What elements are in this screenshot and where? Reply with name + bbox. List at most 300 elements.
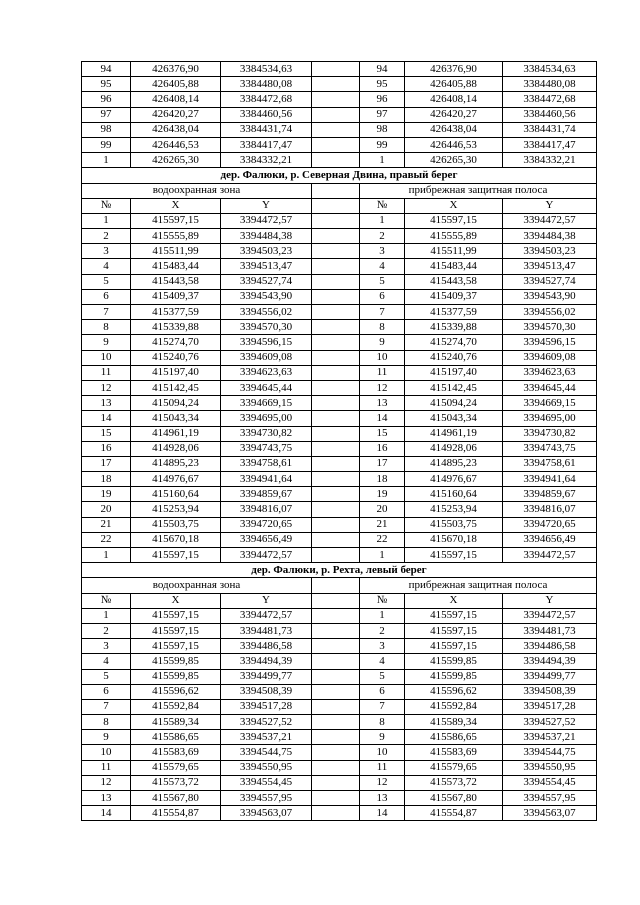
point-number-cell: 4 bbox=[82, 259, 131, 274]
point-number-cell: 8 bbox=[82, 715, 131, 730]
point-number-cell: 12 bbox=[82, 380, 131, 395]
y-coordinate-cell: 3394472,57 bbox=[221, 213, 312, 228]
point-number-cell: 10 bbox=[360, 350, 405, 365]
column-separator bbox=[312, 487, 360, 502]
y-coordinate-cell: 3394550,95 bbox=[221, 760, 312, 775]
y-coordinate-cell: 3394554,45 bbox=[503, 775, 597, 790]
x-coordinate-cell: 415670,18 bbox=[405, 532, 503, 547]
point-number-cell: 7 bbox=[82, 305, 131, 320]
coordinates-table bbox=[81, 61, 597, 821]
column-separator bbox=[312, 350, 360, 365]
column-separator bbox=[312, 684, 360, 699]
x-coordinate-cell: 414928,06 bbox=[131, 441, 221, 456]
x-coordinate-cell: 426420,27 bbox=[405, 107, 503, 122]
point-number-cell: 9 bbox=[82, 730, 131, 745]
point-number-cell: 19 bbox=[360, 487, 405, 502]
y-coordinate-cell: 3394513,47 bbox=[221, 259, 312, 274]
x-coordinate-cell: 415589,34 bbox=[405, 715, 503, 730]
x-coordinate-cell: 415597,15 bbox=[405, 639, 503, 654]
point-number-cell: 2 bbox=[360, 623, 405, 638]
y-coordinate-cell: 3394556,02 bbox=[221, 305, 312, 320]
x-coordinate-cell: 415160,64 bbox=[131, 487, 221, 502]
y-coordinate-cell: 3394758,61 bbox=[221, 456, 312, 471]
x-coordinate-cell: 415443,58 bbox=[131, 274, 221, 289]
column-header: Y bbox=[503, 198, 597, 213]
point-number-cell: 7 bbox=[360, 699, 405, 714]
x-coordinate-cell: 415573,72 bbox=[131, 775, 221, 790]
y-coordinate-cell: 3394527,52 bbox=[503, 715, 597, 730]
point-number-cell: 1 bbox=[360, 608, 405, 623]
x-coordinate-cell: 415586,65 bbox=[131, 730, 221, 745]
section-title: дер. Фалюки, р. Северная Двина, правый берег bbox=[82, 168, 597, 183]
point-number-cell: 12 bbox=[82, 775, 131, 790]
table-row bbox=[82, 654, 597, 669]
table-row bbox=[82, 684, 597, 699]
x-coordinate-cell: 415599,85 bbox=[405, 669, 503, 684]
table-row bbox=[82, 426, 597, 441]
y-coordinate-cell: 3394481,73 bbox=[503, 623, 597, 638]
table-row bbox=[82, 92, 597, 107]
zone-subtitle-row bbox=[82, 578, 597, 593]
column-separator bbox=[312, 608, 360, 623]
x-coordinate-cell: 415592,84 bbox=[405, 699, 503, 714]
x-coordinate-cell: 415586,65 bbox=[405, 730, 503, 745]
table-row bbox=[82, 730, 597, 745]
column-header: X bbox=[131, 593, 221, 608]
column-header: X bbox=[405, 593, 503, 608]
point-number-cell: 1 bbox=[360, 213, 405, 228]
column-separator bbox=[312, 289, 360, 304]
y-coordinate-cell: 3394695,00 bbox=[503, 411, 597, 426]
column-separator bbox=[312, 365, 360, 380]
x-coordinate-cell: 426420,27 bbox=[131, 107, 221, 122]
point-number-cell: 20 bbox=[82, 502, 131, 517]
x-coordinate-cell: 415483,44 bbox=[131, 259, 221, 274]
table-row bbox=[82, 502, 597, 517]
y-coordinate-cell: 3394486,58 bbox=[503, 639, 597, 654]
x-coordinate-cell: 415409,37 bbox=[405, 289, 503, 304]
section-title-row bbox=[82, 168, 597, 183]
y-coordinate-cell: 3394527,52 bbox=[221, 715, 312, 730]
x-coordinate-cell: 415589,34 bbox=[131, 715, 221, 730]
y-coordinate-cell: 3394720,65 bbox=[221, 517, 312, 532]
y-coordinate-cell: 3394730,82 bbox=[503, 426, 597, 441]
x-coordinate-cell: 415240,76 bbox=[131, 350, 221, 365]
table-row bbox=[82, 548, 597, 563]
table-row bbox=[82, 122, 597, 137]
point-number-cell: 4 bbox=[360, 654, 405, 669]
point-number-cell: 14 bbox=[360, 806, 405, 821]
y-coordinate-cell: 3394656,49 bbox=[503, 532, 597, 547]
point-number-cell: 17 bbox=[82, 456, 131, 471]
column-separator bbox=[312, 62, 360, 77]
y-coordinate-cell: 3394669,15 bbox=[221, 396, 312, 411]
y-coordinate-cell: 3394513,47 bbox=[503, 259, 597, 274]
table-row bbox=[82, 760, 597, 775]
x-coordinate-cell: 415597,15 bbox=[405, 213, 503, 228]
point-number-cell: 1 bbox=[360, 153, 405, 168]
y-coordinate-cell: 3384332,21 bbox=[221, 153, 312, 168]
column-separator bbox=[312, 548, 360, 563]
column-separator bbox=[312, 198, 360, 213]
y-coordinate-cell: 3394645,44 bbox=[221, 380, 312, 395]
table-row bbox=[82, 441, 597, 456]
x-coordinate-cell: 415599,85 bbox=[131, 669, 221, 684]
y-coordinate-cell: 3384472,68 bbox=[221, 92, 312, 107]
y-coordinate-cell: 3394609,08 bbox=[221, 350, 312, 365]
point-number-cell: 4 bbox=[82, 654, 131, 669]
y-coordinate-cell: 3394609,08 bbox=[503, 350, 597, 365]
x-coordinate-cell: 426446,53 bbox=[405, 137, 503, 152]
point-number-cell: 8 bbox=[360, 320, 405, 335]
point-number-cell: 9 bbox=[82, 335, 131, 350]
x-coordinate-cell: 415597,15 bbox=[405, 608, 503, 623]
x-coordinate-cell: 426408,14 bbox=[131, 92, 221, 107]
point-number-cell: 8 bbox=[360, 715, 405, 730]
y-coordinate-cell: 3394484,38 bbox=[221, 229, 312, 244]
point-number-cell: 14 bbox=[82, 806, 131, 821]
x-coordinate-cell: 415274,70 bbox=[405, 335, 503, 350]
table-row bbox=[82, 623, 597, 638]
x-coordinate-cell: 414928,06 bbox=[405, 441, 503, 456]
point-number-cell: 3 bbox=[82, 244, 131, 259]
x-coordinate-cell: 415503,75 bbox=[405, 517, 503, 532]
column-separator bbox=[312, 183, 360, 198]
y-coordinate-cell: 3394544,75 bbox=[221, 745, 312, 760]
column-header: № bbox=[82, 198, 131, 213]
point-number-cell: 22 bbox=[82, 532, 131, 547]
x-coordinate-cell: 415554,87 bbox=[131, 806, 221, 821]
x-coordinate-cell: 415409,37 bbox=[131, 289, 221, 304]
column-separator bbox=[312, 502, 360, 517]
x-coordinate-cell: 415253,94 bbox=[131, 502, 221, 517]
column-separator bbox=[312, 623, 360, 638]
x-coordinate-cell: 415142,45 bbox=[131, 380, 221, 395]
x-coordinate-cell: 415160,64 bbox=[405, 487, 503, 502]
column-separator bbox=[312, 745, 360, 760]
point-number-cell: 7 bbox=[82, 699, 131, 714]
column-header: X bbox=[131, 198, 221, 213]
column-header-row bbox=[82, 198, 597, 213]
y-coordinate-cell: 3394499,77 bbox=[221, 669, 312, 684]
y-coordinate-cell: 3394743,75 bbox=[503, 441, 597, 456]
y-coordinate-cell: 3394570,30 bbox=[503, 320, 597, 335]
point-number-cell: 2 bbox=[82, 623, 131, 638]
column-header: Y bbox=[503, 593, 597, 608]
y-coordinate-cell: 3394527,74 bbox=[221, 274, 312, 289]
point-number-cell: 6 bbox=[360, 289, 405, 304]
y-coordinate-cell: 3394503,23 bbox=[221, 244, 312, 259]
column-separator bbox=[312, 441, 360, 456]
column-separator bbox=[312, 153, 360, 168]
x-coordinate-cell: 415567,80 bbox=[405, 791, 503, 806]
x-coordinate-cell: 415670,18 bbox=[131, 532, 221, 547]
point-number-cell: 13 bbox=[360, 791, 405, 806]
point-number-cell: 1 bbox=[82, 153, 131, 168]
x-coordinate-cell: 415094,24 bbox=[131, 396, 221, 411]
table-row bbox=[82, 137, 597, 152]
column-separator bbox=[312, 411, 360, 426]
y-coordinate-cell: 3394563,07 bbox=[503, 806, 597, 821]
table-row bbox=[82, 517, 597, 532]
x-coordinate-cell: 415339,88 bbox=[405, 320, 503, 335]
y-coordinate-cell: 3394816,07 bbox=[503, 502, 597, 517]
x-coordinate-cell: 415579,65 bbox=[405, 760, 503, 775]
y-coordinate-cell: 3394508,39 bbox=[221, 684, 312, 699]
y-coordinate-cell: 3394859,67 bbox=[221, 487, 312, 502]
x-coordinate-cell: 415274,70 bbox=[131, 335, 221, 350]
y-coordinate-cell: 3394543,90 bbox=[221, 289, 312, 304]
table-row bbox=[82, 715, 597, 730]
point-number-cell: 6 bbox=[82, 684, 131, 699]
point-number-cell: 99 bbox=[82, 137, 131, 152]
point-number-cell: 12 bbox=[360, 775, 405, 790]
x-coordinate-cell: 415597,15 bbox=[131, 548, 221, 563]
table-row bbox=[82, 411, 597, 426]
column-separator bbox=[312, 305, 360, 320]
y-coordinate-cell: 3394596,15 bbox=[221, 335, 312, 350]
y-coordinate-cell: 3394570,30 bbox=[221, 320, 312, 335]
x-coordinate-cell: 415583,69 bbox=[131, 745, 221, 760]
x-coordinate-cell: 414895,23 bbox=[131, 456, 221, 471]
column-header: Y bbox=[221, 198, 312, 213]
x-coordinate-cell: 415339,88 bbox=[131, 320, 221, 335]
column-separator bbox=[312, 335, 360, 350]
point-number-cell: 10 bbox=[82, 745, 131, 760]
table-row bbox=[82, 289, 597, 304]
point-number-cell: 1 bbox=[360, 548, 405, 563]
x-coordinate-cell: 426405,88 bbox=[131, 77, 221, 92]
point-number-cell: 1 bbox=[82, 608, 131, 623]
point-number-cell: 13 bbox=[82, 791, 131, 806]
column-separator bbox=[312, 77, 360, 92]
x-coordinate-cell: 415555,89 bbox=[131, 229, 221, 244]
point-number-cell: 5 bbox=[360, 274, 405, 289]
point-number-cell: 2 bbox=[82, 229, 131, 244]
y-coordinate-cell: 3394554,45 bbox=[221, 775, 312, 790]
y-coordinate-cell: 3394743,75 bbox=[221, 441, 312, 456]
y-coordinate-cell: 3394517,28 bbox=[221, 699, 312, 714]
y-coordinate-cell: 3394499,77 bbox=[503, 669, 597, 684]
column-separator bbox=[312, 472, 360, 487]
point-number-cell: 14 bbox=[360, 411, 405, 426]
y-coordinate-cell: 3384480,08 bbox=[503, 77, 597, 92]
point-number-cell: 96 bbox=[360, 92, 405, 107]
x-coordinate-cell: 426376,90 bbox=[131, 62, 221, 77]
coastal-protective-strip-label: прибрежная защитная полоса bbox=[360, 578, 597, 593]
point-number-cell: 3 bbox=[82, 639, 131, 654]
point-number-cell: 11 bbox=[360, 760, 405, 775]
y-coordinate-cell: 3394544,75 bbox=[503, 745, 597, 760]
y-coordinate-cell: 3394645,44 bbox=[503, 380, 597, 395]
point-number-cell: 98 bbox=[360, 122, 405, 137]
column-separator bbox=[312, 320, 360, 335]
table-row bbox=[82, 699, 597, 714]
column-separator bbox=[312, 456, 360, 471]
point-number-cell: 11 bbox=[82, 365, 131, 380]
x-coordinate-cell: 415597,15 bbox=[405, 623, 503, 638]
point-number-cell: 10 bbox=[360, 745, 405, 760]
y-coordinate-cell: 3394941,64 bbox=[221, 472, 312, 487]
y-coordinate-cell: 3394543,90 bbox=[503, 289, 597, 304]
table-row bbox=[82, 472, 597, 487]
y-coordinate-cell: 3394720,65 bbox=[503, 517, 597, 532]
y-coordinate-cell: 3394486,58 bbox=[221, 639, 312, 654]
x-coordinate-cell: 415599,85 bbox=[131, 654, 221, 669]
x-coordinate-cell: 415597,15 bbox=[405, 548, 503, 563]
y-coordinate-cell: 3394517,28 bbox=[503, 699, 597, 714]
x-coordinate-cell: 415599,85 bbox=[405, 654, 503, 669]
column-separator bbox=[312, 213, 360, 228]
table-row bbox=[82, 365, 597, 380]
point-number-cell: 1 bbox=[82, 213, 131, 228]
column-separator bbox=[312, 244, 360, 259]
point-number-cell: 94 bbox=[82, 62, 131, 77]
point-number-cell: 6 bbox=[82, 289, 131, 304]
point-number-cell: 94 bbox=[360, 62, 405, 77]
table-row bbox=[82, 639, 597, 654]
point-number-cell: 19 bbox=[82, 487, 131, 502]
point-number-cell: 2 bbox=[360, 229, 405, 244]
x-coordinate-cell: 415579,65 bbox=[131, 760, 221, 775]
y-coordinate-cell: 3384417,47 bbox=[503, 137, 597, 152]
x-coordinate-cell: 415377,59 bbox=[131, 305, 221, 320]
x-coordinate-cell: 415043,34 bbox=[405, 411, 503, 426]
x-coordinate-cell: 426376,90 bbox=[405, 62, 503, 77]
column-separator bbox=[312, 107, 360, 122]
section-title: дер. Фалюки, р. Рехта, левый берег bbox=[82, 563, 597, 578]
y-coordinate-cell: 3394695,00 bbox=[221, 411, 312, 426]
x-coordinate-cell: 415555,89 bbox=[405, 229, 503, 244]
section-title-row bbox=[82, 563, 597, 578]
x-coordinate-cell: 426265,30 bbox=[405, 153, 503, 168]
point-number-cell: 20 bbox=[360, 502, 405, 517]
x-coordinate-cell: 426438,04 bbox=[405, 122, 503, 137]
point-number-cell: 95 bbox=[82, 77, 131, 92]
column-separator bbox=[312, 715, 360, 730]
column-separator bbox=[312, 380, 360, 395]
table-row bbox=[82, 456, 597, 471]
y-coordinate-cell: 3394669,15 bbox=[503, 396, 597, 411]
point-number-cell: 22 bbox=[360, 532, 405, 547]
point-number-cell: 5 bbox=[82, 669, 131, 684]
column-separator bbox=[312, 699, 360, 714]
table-row bbox=[82, 608, 597, 623]
point-number-cell: 18 bbox=[82, 472, 131, 487]
x-coordinate-cell: 414895,23 bbox=[405, 456, 503, 471]
point-number-cell: 5 bbox=[360, 669, 405, 684]
x-coordinate-cell: 415443,58 bbox=[405, 274, 503, 289]
y-coordinate-cell: 3394563,07 bbox=[221, 806, 312, 821]
x-coordinate-cell: 415094,24 bbox=[405, 396, 503, 411]
y-coordinate-cell: 3394537,21 bbox=[503, 730, 597, 745]
y-coordinate-cell: 3384480,08 bbox=[221, 77, 312, 92]
table-row bbox=[82, 153, 597, 168]
y-coordinate-cell: 3384417,47 bbox=[221, 137, 312, 152]
point-number-cell: 17 bbox=[360, 456, 405, 471]
x-coordinate-cell: 415597,15 bbox=[131, 608, 221, 623]
y-coordinate-cell: 3394503,23 bbox=[503, 244, 597, 259]
x-coordinate-cell: 415597,15 bbox=[131, 213, 221, 228]
y-coordinate-cell: 3384332,21 bbox=[503, 153, 597, 168]
x-coordinate-cell: 415554,87 bbox=[405, 806, 503, 821]
y-coordinate-cell: 3384431,74 bbox=[503, 122, 597, 137]
x-coordinate-cell: 415503,75 bbox=[131, 517, 221, 532]
y-coordinate-cell: 3394472,57 bbox=[503, 213, 597, 228]
point-number-cell: 97 bbox=[82, 107, 131, 122]
column-separator bbox=[312, 92, 360, 107]
table-row bbox=[82, 806, 597, 821]
table-row bbox=[82, 305, 597, 320]
point-number-cell: 7 bbox=[360, 305, 405, 320]
x-coordinate-cell: 415253,94 bbox=[405, 502, 503, 517]
point-number-cell: 13 bbox=[82, 396, 131, 411]
x-coordinate-cell: 426265,30 bbox=[131, 153, 221, 168]
column-separator bbox=[312, 122, 360, 137]
table-row bbox=[82, 487, 597, 502]
y-coordinate-cell: 3394623,63 bbox=[503, 365, 597, 380]
point-number-cell: 3 bbox=[360, 244, 405, 259]
y-coordinate-cell: 3394556,02 bbox=[503, 305, 597, 320]
x-coordinate-cell: 414976,67 bbox=[405, 472, 503, 487]
document-page bbox=[81, 61, 596, 821]
point-number-cell: 18 bbox=[360, 472, 405, 487]
column-separator bbox=[312, 137, 360, 152]
column-header: X bbox=[405, 198, 503, 213]
point-number-cell: 96 bbox=[82, 92, 131, 107]
x-coordinate-cell: 415197,40 bbox=[131, 365, 221, 380]
y-coordinate-cell: 3384534,63 bbox=[221, 62, 312, 77]
y-coordinate-cell: 3394730,82 bbox=[221, 426, 312, 441]
y-coordinate-cell: 3394557,95 bbox=[503, 791, 597, 806]
point-number-cell: 8 bbox=[82, 320, 131, 335]
point-number-cell: 12 bbox=[360, 380, 405, 395]
column-separator bbox=[312, 775, 360, 790]
point-number-cell: 21 bbox=[360, 517, 405, 532]
y-coordinate-cell: 3384431,74 bbox=[221, 122, 312, 137]
column-separator bbox=[312, 806, 360, 821]
column-separator bbox=[312, 669, 360, 684]
y-coordinate-cell: 3394472,57 bbox=[221, 548, 312, 563]
coastal-protective-strip-label: прибрежная защитная полоса bbox=[360, 183, 597, 198]
y-coordinate-cell: 3384472,68 bbox=[503, 92, 597, 107]
x-coordinate-cell: 414961,19 bbox=[131, 426, 221, 441]
point-number-cell: 16 bbox=[82, 441, 131, 456]
column-separator bbox=[312, 396, 360, 411]
point-number-cell: 6 bbox=[360, 684, 405, 699]
x-coordinate-cell: 415583,69 bbox=[405, 745, 503, 760]
column-separator bbox=[312, 654, 360, 669]
point-number-cell: 4 bbox=[360, 259, 405, 274]
table-row bbox=[82, 244, 597, 259]
table-row bbox=[82, 335, 597, 350]
x-coordinate-cell: 415511,99 bbox=[405, 244, 503, 259]
table-row bbox=[82, 669, 597, 684]
table-row bbox=[82, 229, 597, 244]
column-header: № bbox=[82, 593, 131, 608]
point-number-cell: 5 bbox=[82, 274, 131, 289]
column-separator bbox=[312, 532, 360, 547]
x-coordinate-cell: 415240,76 bbox=[405, 350, 503, 365]
column-header-row bbox=[82, 593, 597, 608]
y-coordinate-cell: 3394656,49 bbox=[221, 532, 312, 547]
x-coordinate-cell: 415573,72 bbox=[405, 775, 503, 790]
column-header: № bbox=[360, 198, 405, 213]
column-separator bbox=[312, 791, 360, 806]
column-separator bbox=[312, 730, 360, 745]
table-row bbox=[82, 380, 597, 395]
y-coordinate-cell: 3394941,64 bbox=[503, 472, 597, 487]
